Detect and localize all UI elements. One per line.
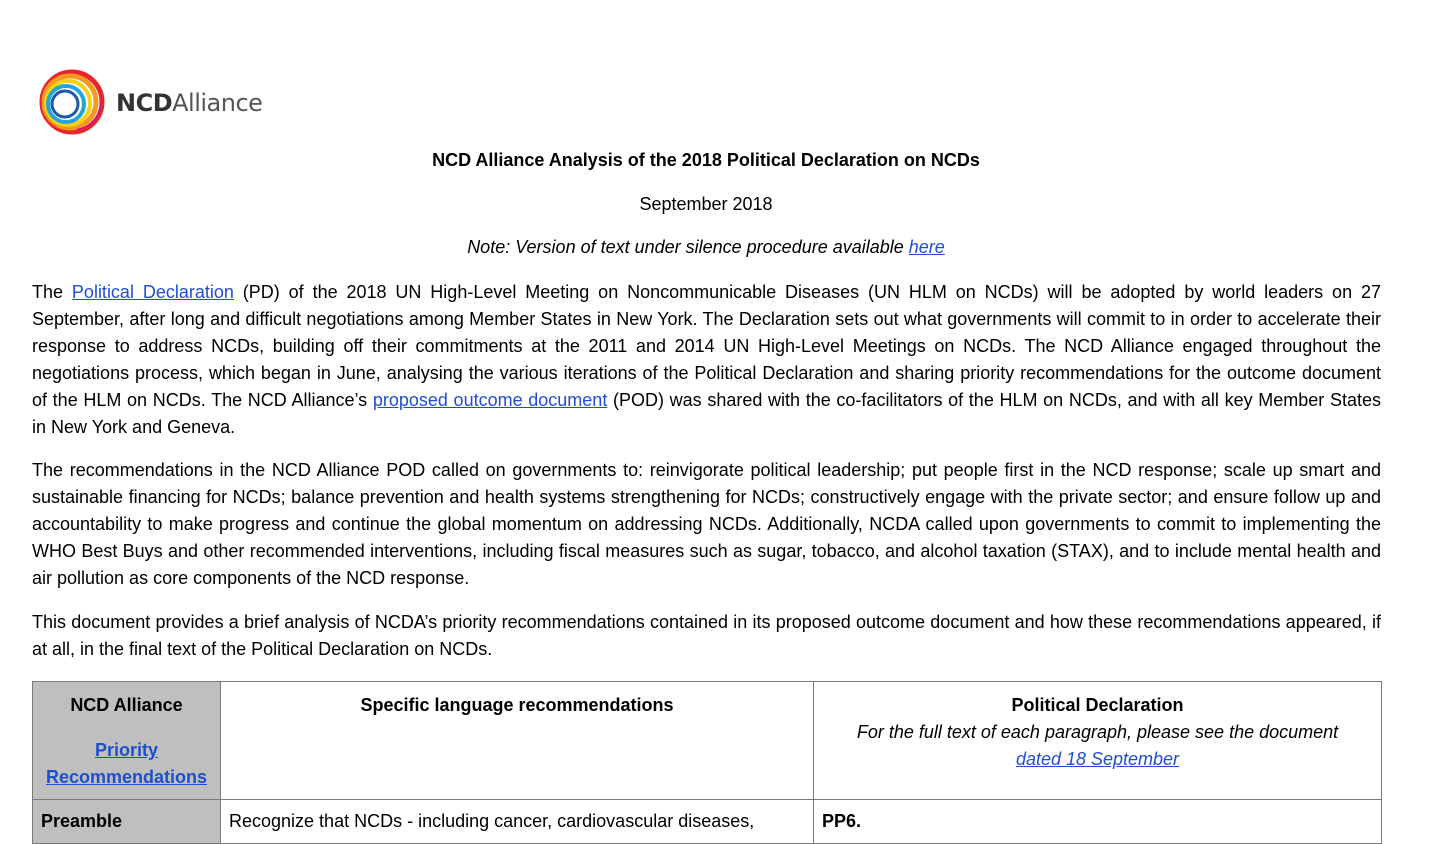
logo-wordmark-regular: Alliance <box>172 89 263 117</box>
row-declaration-ref: PP6. <box>814 800 1382 844</box>
dated-18-september-link[interactable]: dated 18 September <box>1015 749 1180 769</box>
here-link[interactable]: here <box>908 237 945 257</box>
header-political-declaration-title: Political Declaration <box>1011 695 1184 715</box>
intro-text-3: (POD) was shared with the co-facilitators of the HLM on NCDs, and with all key Member States in New York and Geneva. <box>32 390 1381 437</box>
recommendations-paragraph: The recommendations in the NCD Alliance POD called on governments to: reinvigorate political leadership; put people first in the NCD response; scale up smart and sustainable financing for NCDs; balance prevention and health systems strengthening for NCDs; constructively engage with the private sector; and ensure follow up and accountability to make progress and continue the global momentum on addressing NCDs. Additionally, NCDA called upon governments to commit to implementing the WHO Best Buys and other recommended interventions, including fiscal measures such as sugar, tobacco, and alcohol taxation (STAX), and to include mental health and air pollution as core components of the NCD response. <box>32 460 1381 588</box>
logo-wordmark-bold: NCD <box>116 89 173 117</box>
ncd-alliance-logo <box>36 66 262 138</box>
document-title: NCD Alliance Analysis of the 2018 Political Declaration on NCDs <box>432 150 980 170</box>
political-declaration-link[interactable]: Political Declaration <box>71 282 234 302</box>
header-specific-language-title: Specific language recommendations <box>360 695 674 715</box>
header-priority-recommendations <box>33 682 221 800</box>
intro-paragraph <box>32 279 1381 441</box>
priority-recommendations-link[interactable]: Priority Recommendations <box>45 740 208 787</box>
header-political-declaration-subtitle: For the full text of each paragraph, please see the document <box>856 722 1339 742</box>
table-row <box>33 800 1382 844</box>
logo-wordmark <box>116 91 262 115</box>
analysis-table <box>32 681 1382 844</box>
intro-text-1: The <box>32 282 72 302</box>
version-note-text: Note: Version of text under silence procedure available <box>467 237 909 257</box>
proposed-outcome-document-link[interactable]: proposed outcome document <box>372 390 608 410</box>
row-section-label: Preamble <box>33 800 221 844</box>
intro-text-2: (PD) of the 2018 UN High-Level Meeting on Noncommunicable Diseases (UN HLM on NCDs) will be adopted by world leaders on 27 September, after long and difficult negotiations among Member States in New York. The Declaration sets out what governments will commit to in order to accelerate their response to address NCDs, building off their commitments at the 2011 and 2014 UN High-Level Meetings on NCDs. The NCD Alliance engaged throughout the negotiations process, which began in June, analysing the various iterations of the Political Declaration and sharing priority recommendations for the outcome document of the HLM on NCDs. The NCD Alliance’s <box>32 282 1381 410</box>
analysis-scope-paragraph: This document provides a brief analysis of NCDA’s priority recommendations contained in its proposed outcome document and how these recommendations appeared, if at all, in the final text of the Political Declaration on NCDs. <box>32 612 1381 659</box>
version-note <box>0 236 1412 258</box>
document-date: September 2018 <box>639 194 773 214</box>
header-ncd-alliance: NCD Alliance <box>70 695 183 715</box>
row-recommendation-text: Recognize that NCDs - including cancer, cardiovascular diseases, <box>221 800 814 844</box>
header-specific-language <box>221 682 814 800</box>
table-header-row <box>33 682 1382 800</box>
header-political-declaration <box>814 682 1382 800</box>
ncd-alliance-rings-icon <box>36 66 108 138</box>
